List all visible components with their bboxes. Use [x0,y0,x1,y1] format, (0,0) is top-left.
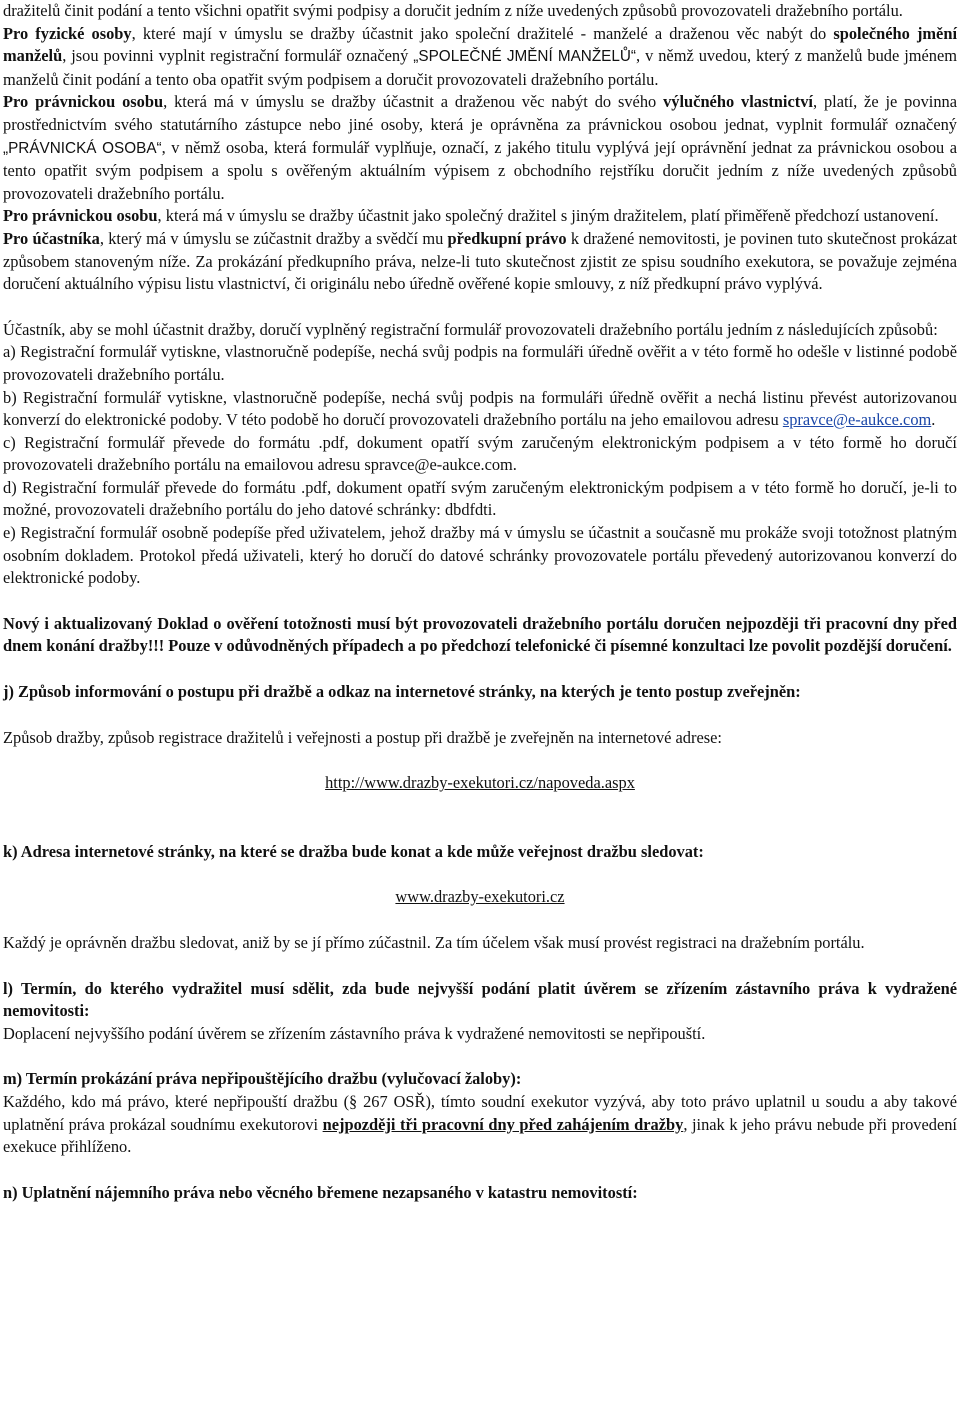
paragraph-continuation: dražitelů činit podání a tento všichni opatřit svými podpisy a doručit jedním z níže uvedených způsobů provozovateli dražebního portálu. [3,1,903,20]
spacer [3,1159,957,1182]
section-k-url-row [3,886,957,909]
section-j-heading: j) Způsob informování o postupu při dražbě a odkaz na internetové stránky, na kterých je tento postup zveřejněn: [3,682,801,702]
form-name: „SPOLEČNÉ JMĚNÍ MANŽELŮ“ [413,48,637,66]
bold-term: Pro účastníka [3,228,100,248]
option-d: d) Registrační formulář převede do formátu .pdf, dokument opatří svým zaručeným elektronickým podpisem a v této formě ho doručí, je-li to možné, provozovateli dražebního portálu do jeho datové schránky: dbdfdti. [3,477,957,520]
deadline-notice: Nový i aktualizovaný Doklad o ověření totožnosti musí být provozovateli dražebního portálu doručen nejpozději tři pracovní dny před dnem konání dražby!!! Pouze v odůvodněných případech a po předchozí telefonické či písemné konzultaci lze povolit pozdější doručení. [3,613,957,656]
section-j-url-row [3,772,957,795]
section-n-heading: n) Uplatnění nájemního práva nebo věcného břemene nezapsaného v katastru nemovitostí: [3,1182,638,1202]
section-k-heading: k) Adresa internetové stránky, na které se dražba bude konat a kde může veřejnost dražbu sledovat: [3,841,704,861]
paragraph-spouses: Pro fyzické osoby, které mají v úmyslu se dražby účastnit jako společní dražitelé - manželé a draženou věc nabýt do společného jmění manželů, jsou povinni vyplnit registrační formulář označený „SPOLEČNÉ JMĚNÍ MANŽELŮ“, v němž uvedou, který z manželů bude jménem manželů činit podání a tento oba opatřit svým podpisem a doručit provozovateli dražebního portálu. [3,23,957,89]
section-m-heading: m) Termín prokázání práva nepřipouštějícího dražbu (vylučovací žaloby): [3,1069,522,1089]
spacer [3,658,957,681]
spacer [3,296,957,319]
bold-term: Pro právnickou osobu [3,92,164,112]
option-b: b) Registrační formulář vytiskne, vlastnoručně podepíše, nechá svůj podpis na formuláři úředně ověřit a nechá listinu převést autorizovanou konverzí do elektronické podoby. V této podobě ho doručí provozovateli dražebního portálu na jeho emailovou adresu spravce@e-aukce.com. [3,387,957,430]
section-l-heading: l) Termín, do kterého vydražitel musí sdělit, zda bude nejvyšší podání platit úvěrem se zřízením zástavního práva k vydražené nemovitosti: [3,978,957,1021]
form-name: „PRÁVNICKÁ OSOBA“ [3,139,162,157]
bold-term: společného jmění manželů [3,23,957,66]
spacer [3,818,957,841]
paragraph-legal-entity: Pro právnickou osobu, která má v úmyslu se dražby účastnit a draženou věc nabýt do svého výlučného vlastnictví, platí, že je povinna prostřednictvím svého statutárního zástupce nebo jiné osoby, která je oprávněna za právnickou osobou jednat, vyplnit formulář označený „PRÁVNICKÁ OSOBA“, v němž osoba, která formulář vyplňuje, označí, z jakého titulu vyplývá její oprávnění jednat za právnickou osobou a tento opatřit svým podpisem a spolu s ověřeným aktuálním výpisem z obchodního rejstříku doručit jedním z níže uvedených způsobů provozovateli dražebního portálu. [3,92,957,203]
portal-url-link[interactable]: www.drazby-exekutori.cz [395,887,565,907]
spacer [3,1045,957,1068]
bold-term: Pro právnickou osobu [3,206,158,226]
spacer [3,909,957,932]
paragraph-delivery-intro: Účastník, aby se mohl účastnit dražby, doručí vyplněný registrační formulář provozovateli dražebního portálu jedním z následujících způsobů: [3,319,938,339]
section-l-text: Doplacení nejvyššího podání úvěrem se zřízením zástavního práva k vydražené nemovitosti se nepřipouští. [3,1023,706,1043]
bold-term: Pro fyzické osoby [3,23,132,43]
email-link[interactable]: spravce@e-aukce.com [782,410,932,430]
option-e: e) Registrační formulář osobně podepíše před uživatelem, jehož dražby má v úmyslu se účastnit a současně mu prokáže svoji totožnost platným osobním dokladem. Protokol předá uživateli, který ho doručí do datové schránky provozovatele portálu převedený autorizovanou konverzí do elektronické podoby. [3,523,957,588]
spacer [3,795,957,818]
spacer [3,863,957,886]
paragraph-legal-entity-joint: Pro právnickou osobu, která má v úmyslu se dražby účastnit jako společný dražitel s jiným dražitelem, platí přiměřeně předchozí ustanovení. [3,206,939,226]
spacer [3,749,957,772]
spacer [3,955,957,978]
bold-term: předkupní právo [447,228,567,248]
deadline-underlined: nejpozději tři pracovní dny před zahájením dražby [322,1114,684,1134]
spacer [3,590,957,613]
help-url-link[interactable]: http://www.drazby-exekutori.cz/napoveda.aspx [325,773,635,793]
option-c: c) Registrační formulář převede do formátu .pdf, dokument opatří svým zaručeným elektronickým podpisem a v této formě ho doručí provozovateli dražebního portálu na emailovou adresu spravce@e-aukce.com. [3,432,957,475]
bold-term: výlučného vlastnictví [663,92,813,112]
spacer [3,704,957,727]
option-a: a) Registrační formulář vytiskne, vlastnoručně podepíše, nechá svůj podpis na formuláři úředně ověřit a v této formě ho odešle v listinné podobě provozovateli dražebního portálu. [3,342,957,384]
paragraph-preemption: Pro účastníka, který má v úmyslu se zúčastnit dražby a svědčí mu předkupní právo k dražené nemovitosti, je povinen tuto skutečnost prokázat způsobem stanoveným níže. Za prokázání předkupního práva, nelze-li tuto skutečnost zjistit ze spisu soudního exekutora, se považuje zejména doručení aktuálního výpisu listu vlastnictví, či originálu nebo úředně ověřené kopie smlouvy, z níž předkupní právo vyplývá. [3,228,957,294]
section-k-text: Každý je oprávněn dražbu sledovat, aniž by se jí přímo zúčastnil. Za tím účelem však musí provést registraci na dražebním portálu. [3,933,865,952]
section-m-text: Každého, kdo má právo, které nepřipouští dražbu (§ 267 OSŘ), tímto soudní exekutor vyzývá, aby toto právo uplatnil u soudu a aby takové uplatnění práva prokázal soudnímu exekutorovi nejpozději tři pracovní dny před zahájením dražby, jinak k jeho právu nebude při provedení exekuce přihlíženo. [3,1091,957,1157]
section-j-text: Způsob dražby, způsob registrace dražitelů i veřejnosti a postup při dražbě je zveřejněn na internetové adrese: [3,727,722,747]
